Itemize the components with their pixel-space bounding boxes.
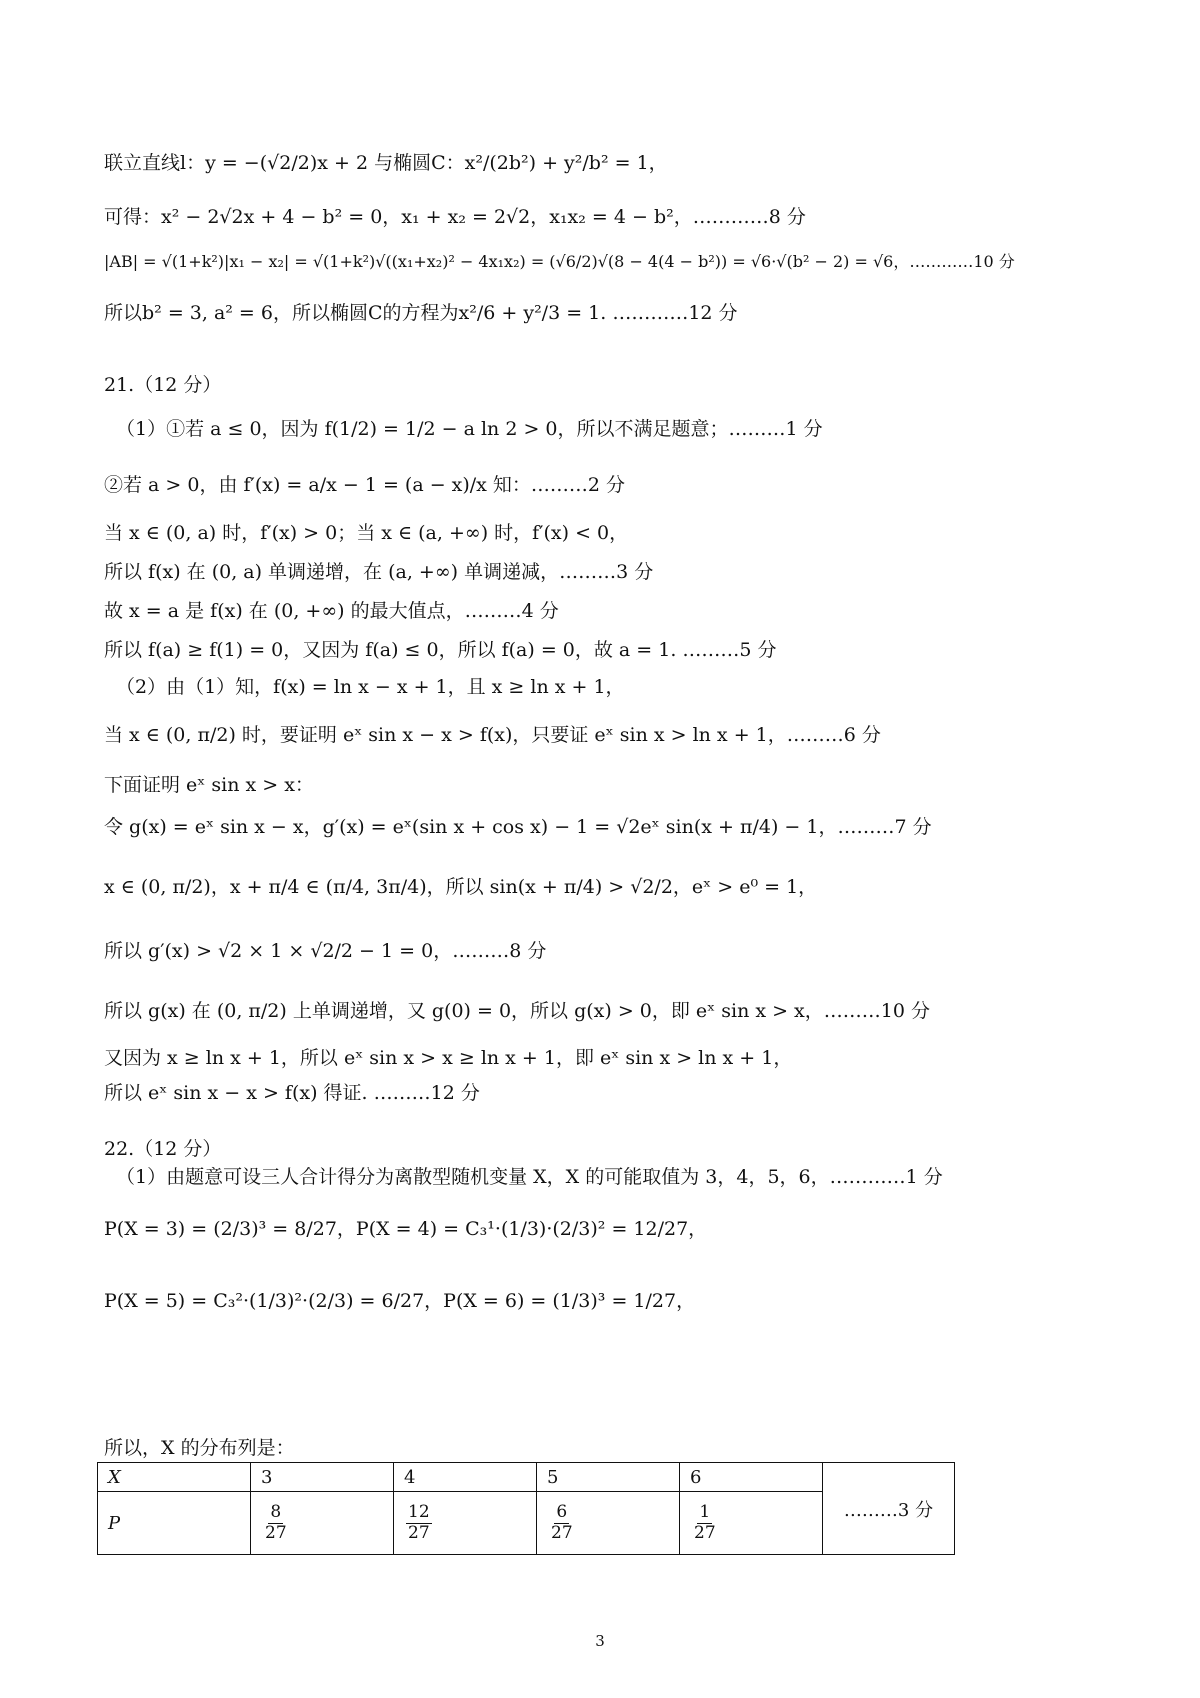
fraction	[406, 1503, 432, 1543]
table-cell: 4	[394, 1463, 537, 1492]
text-line: 联立直线l：y = −(√2/2)x + 2 与椭圆C：x²/(2b²) + y²/b² = 1，	[104, 152, 668, 174]
text-line: P(X = 5) = C₃²·(1/3)²·(2/3) = 6/27，P(X = 6) = (1/3)³ = 1/27，	[104, 1290, 696, 1312]
distribution-table	[97, 1462, 955, 1555]
table-cell	[680, 1492, 823, 1555]
text-line: （1）①若 a ≤ 0，因为 f(1/2) = 1/2 − a ln 2 > 0，所以不满足题意；………1 分	[116, 418, 823, 440]
table-cell: 6	[680, 1463, 823, 1492]
table-row	[98, 1463, 955, 1492]
fraction-numerator: 8	[270, 1501, 282, 1522]
text-line: 所以，X 的分布列是：	[104, 1437, 295, 1459]
fraction-numerator: 1	[699, 1501, 711, 1522]
table-cell: 3	[251, 1463, 394, 1492]
text-line: 可得：x² − 2√2x + 4 − b² = 0，x₁ + x₂ = 2√2，x₁x₂ = 4 − b²，…………8 分	[104, 206, 806, 228]
fraction-numerator: 12	[408, 1501, 430, 1522]
fraction	[692, 1503, 718, 1543]
text-line: 所以 eˣ sin x − x > f(x) 得证. ………12 分	[104, 1082, 480, 1104]
text-line: 故 x = a 是 f(x) 在 (0, +∞) 的最大值点，………4 分	[104, 600, 559, 622]
text-line: 所以 f(x) 在 (0, a) 单调递增，在 (a, +∞) 单调递减，………3 分	[104, 561, 654, 583]
text-line: 所以b² = 3, a² = 6，所以椭圆C的方程为x²/6 + y²/3 = 1. …………12 分	[104, 302, 738, 324]
text-line: x ∈ (0, π/2)，x + π/4 ∈ (π/4, 3π/4)，所以 sin(x + π/4) > √2/2，eˣ > e⁰ = 1，	[104, 876, 818, 898]
text-line: 所以 g(x) 在 (0, π/2) 上单调递增，又 g(0) = 0，所以 g(x) > 0，即 eˣ sin x > x，………10 分	[104, 1000, 930, 1022]
page-number: 3	[595, 1632, 605, 1650]
fraction-denominator: 27	[551, 1522, 573, 1543]
score-note: ………3 分	[823, 1463, 955, 1555]
fraction-denominator: 27	[408, 1522, 430, 1543]
text-line: P(X = 3) = (2/3)³ = 8/27，P(X = 4) = C₃¹·(1/3)·(2/3)² = 12/27，	[104, 1218, 708, 1240]
fraction	[263, 1503, 289, 1543]
question-22-title: 22.（12 分）	[104, 1138, 222, 1160]
fraction-denominator: 27	[694, 1522, 716, 1543]
table-cell	[537, 1492, 680, 1555]
text-line: 所以 f(a) ≥ f(1) = 0，又因为 f(a) ≤ 0，所以 f(a) = 0，故 a = 1. ………5 分	[104, 639, 777, 661]
text-line: 下面证明 eˣ sin x > x：	[104, 774, 314, 796]
text-line: |AB| = √(1+k²)|x₁ − x₂| = √(1+k²)√((x₁+x₂)² − 4x₁x₂) = (√6/2)√(8 − 4(4 − b²)) = √6·√(b² − 2) = √6，…………10 分	[104, 252, 1015, 271]
text-line: 又因为 x ≥ ln x + 1，所以 eˣ sin x > x ≥ ln x + 1，即 eˣ sin x > ln x + 1，	[104, 1047, 793, 1069]
table-cell: 5	[537, 1463, 680, 1492]
text-line: （1）由题意可设三人合计得分为离散型随机变量 X，X 的可能取值为 3，4，5，6，…………1 分	[116, 1166, 943, 1188]
table-header-p: P	[98, 1492, 251, 1555]
table-header-x: X	[98, 1463, 251, 1492]
table-cell	[394, 1492, 537, 1555]
fraction-numerator: 6	[556, 1501, 568, 1522]
fraction	[549, 1503, 575, 1543]
text-line: （2）由（1）知，f(x) = ln x − x + 1，且 x ≥ ln x + 1，	[116, 676, 625, 698]
text-line: 当 x ∈ (0, a) 时，f′(x) > 0；当 x ∈ (a, +∞) 时，f′(x) < 0，	[104, 522, 629, 544]
text-line: 当 x ∈ (0, π/2) 时，要证明 eˣ sin x − x > f(x)，只要证 eˣ sin x > ln x + 1，………6 分	[104, 724, 881, 746]
text-line: ②若 a > 0，由 f′(x) = a/x − 1 = (a − x)/x 知：………2 分	[104, 474, 626, 496]
text-line: 令 g(x) = eˣ sin x − x，g′(x) = eˣ(sin x + cos x) − 1 = √2eˣ sin(x + π/4) − 1，………7 分	[104, 816, 932, 838]
table-cell	[251, 1492, 394, 1555]
text-line: 所以 g′(x) > √2 × 1 × √2/2 − 1 = 0，………8 分	[104, 940, 547, 962]
question-21-title: 21.（12 分）	[104, 374, 222, 396]
fraction-denominator: 27	[265, 1522, 287, 1543]
